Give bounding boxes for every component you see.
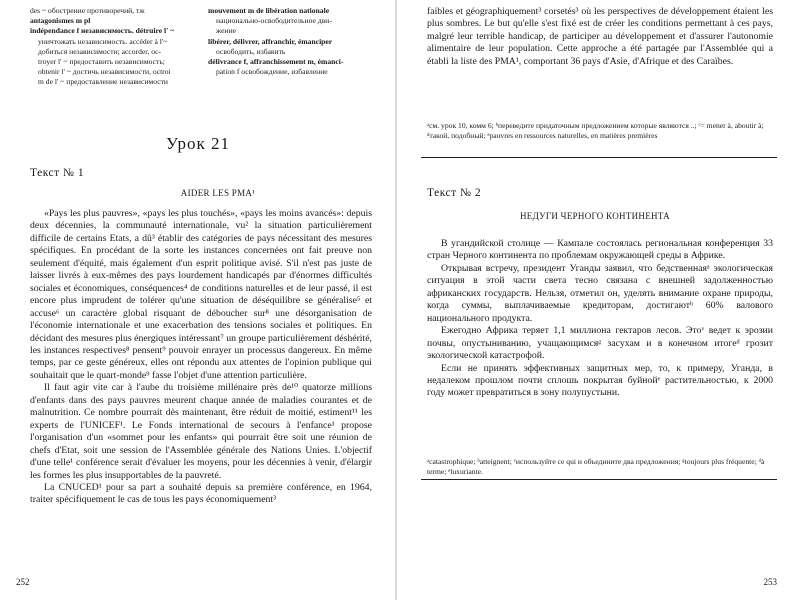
glossary-line: libérer, délivrer, affranchir, émanciper: [208, 36, 333, 46]
left-page: [0, 0, 396, 600]
footnotes: [427, 121, 773, 141]
text-body: [30, 208, 372, 507]
continued-paragraph: [427, 6, 773, 68]
glossary-line: освободить, избавить: [216, 46, 286, 56]
page-number: 253: [763, 577, 777, 587]
paragraph: faibles et géographiquement³ corsetés³ où les perspectives de développement étaient les plus sombres. Le but qu'elle s'est fixé est de créer les conditions permettant à ces pays, malgré leur terrible handicap, de participer au développement et d'assurer l'autonomie alimentaire de leur population. Cette approche a été partagée par l'Assemblée qui a établi la liste des PMA¹, comportant 36 pays d'Asie, d'Afrique et des Caraïbes.: [427, 6, 773, 67]
text-title: НЕДУГИ ЧЕРНОГО КОНТИНЕНТА: [520, 211, 670, 221]
glossary: [30, 6, 386, 116]
separator-rule: [421, 157, 777, 158]
glossary-line: жение: [216, 26, 237, 36]
footnote-text: ᵃсм. урок 10, комм 6; ᵇпереведите придаточным предложением которые являются ..; ᶜ= mener à, aboutir à; ᵈтакой, подобный; ᵉpauvres en ressources naturelles, en matières premières: [427, 121, 764, 141]
lesson-title: Урок 21: [165, 134, 231, 153]
footnotes: [427, 457, 773, 477]
footnote-text: ᵃcatastrophique; ᵇatteignent; ᵛиспользуйте ce qui и объедините два предложения; ᵍtoujours plus fréquente; ᵈà terme; ᵉluxuriante.: [427, 457, 765, 477]
text-body: [427, 238, 773, 400]
glossary-line: obtenir l' ~ достичь независимости, octroi: [38, 67, 171, 77]
text-title: AIDER LES PMA¹: [180, 188, 256, 198]
text-label: Текст № 1: [30, 167, 85, 179]
paragraph: La CNUCED¹ pour sa part a souhaité depuis sa première conférence, en 1964, traiter spécifiquement le cas de tous les pays économiquement³: [30, 481, 372, 506]
glossary-line: indépendance f независимость. détruire l' ~: [30, 26, 175, 36]
glossary-line: délivrance f, affranchissement m, émanci-: [208, 57, 344, 67]
page-number: 252: [16, 577, 30, 587]
glossary-line: национально-освободительное дви-: [216, 16, 332, 26]
glossary-line: mouvement m de libération nationale: [208, 6, 330, 15]
glossary-line: pation f освобождение, избавление: [216, 67, 328, 77]
separator-rule: [421, 479, 777, 480]
glossary-column-1: [30, 6, 196, 88]
glossary-line: m de l' ~ предоставление независимости: [38, 77, 168, 87]
glossary-line: antagonismes m pl: [30, 16, 91, 26]
paragraph: В угандийской столице — Кампале состоялась региональная конференция 33 стран Черного континента по проблемам окружающей среды в Африке.: [427, 238, 773, 262]
paragraph: Ежегодно Африка теряет 1,1 миллиона гектаров лесов. Этоᵛ ведет к эрозии почвы, опустыниванию, учащающимсяᵍ засухам и в конечном итогеᵈ грозит экологической катастрофой.: [427, 325, 773, 362]
right-page: [397, 0, 793, 600]
glossary-line: уничтожать независимость. accéder à l'~: [38, 36, 168, 46]
glossary-column-2: [208, 6, 386, 77]
paragraph: «Pays les plus pauvres», «pays les plus touchés», «pays les moins avancés»: depuis deux décennies, la communauté internationale, vu² la situation particulièrement difficile de certains Etats, a dû³ établir des catégories de pays nécessitant des mesures spécifiques. En procédant de la sorte les instances concernées ont fait preuve non seulement d'équité, mais également d'un esprit politique avisé. S'il n'est pas juste de laisser livrés à eux-mêmes des pays lourdement handicapés par d'énormes difficultés sociales et économiques, conséquences⁴ de conditions naturelles et de leur passé, il est encore plus imprudent de tolérer qu'une situation de déséquilibre se généralise⁵ et accuse⁶ un caractère global risquant de déboucher sur⁸ une désorganisation de l'économie internationale et une exacerbation des tensions sociales et politiques. En décidant des mesures plus énergiques intéressant⁷ un groupe particulièrement déshérité, les instances respectives⁸ pensent⁹ pouvoir enrayer un processus dangereux. En même temps, par ce geste généreux, elles ont répondu aux attentes de l'opinion publique qui souhaitait que le quart-monde⁹ fasse l'objet d'une attention particulière.: [30, 208, 372, 381]
paragraph: Открывая встречу, президент Уганды заявил, что бедственнаяᵃ экологическая ситуация в этой части света тесно связана с внешней задолженностью африканских государств. Нельзя, отметил он, уделять внимание охране природы, когда суммы, выплачиваемые кредиторам, достигаютᵇ 60% валового национального продукта.: [427, 262, 773, 324]
glossary-line: des ~ обострение противоречий, тж: [30, 6, 145, 15]
paragraph: Если не принять эффективных защитных мер, то, к примеру, Уганда, в недалеком прошлом почти сплошь покрытая буйнойᵉ растительностью, к 2000 году может превратиться в зону полупустыни.: [427, 362, 773, 399]
glossary-line: добиться независимости; accorder, oc-: [38, 46, 161, 56]
paragraph: Il faut agir vite car à l'aube du troisième millénaire près de¹⁰ quatorze millions d'enfants dans des pays pauvres meurent chaque année de maladies courantes et de malnutrition. Ce nombre pourrait dès maintenant, être réduit de moitié, estiment¹¹ les experts de l'UNICEF¹. Le Fonds international de secours à l'enfance¹ propose l'organisation d'un «sommet pour les enfants» qui pourrait être soit une réunion de chefs d'Etat, soit une session de l'Assemblée générale des Nations Unies. L'objectif d'une telle¹ conférence serait d'évaluer les moyens, pour les décennies à venir, d'élargir les formes les plus insupportables de la pauvreté.: [30, 382, 372, 481]
text-label: Текст № 2: [427, 187, 482, 199]
glossary-line: troyer l' ~ предоставить независимость;: [38, 57, 165, 67]
